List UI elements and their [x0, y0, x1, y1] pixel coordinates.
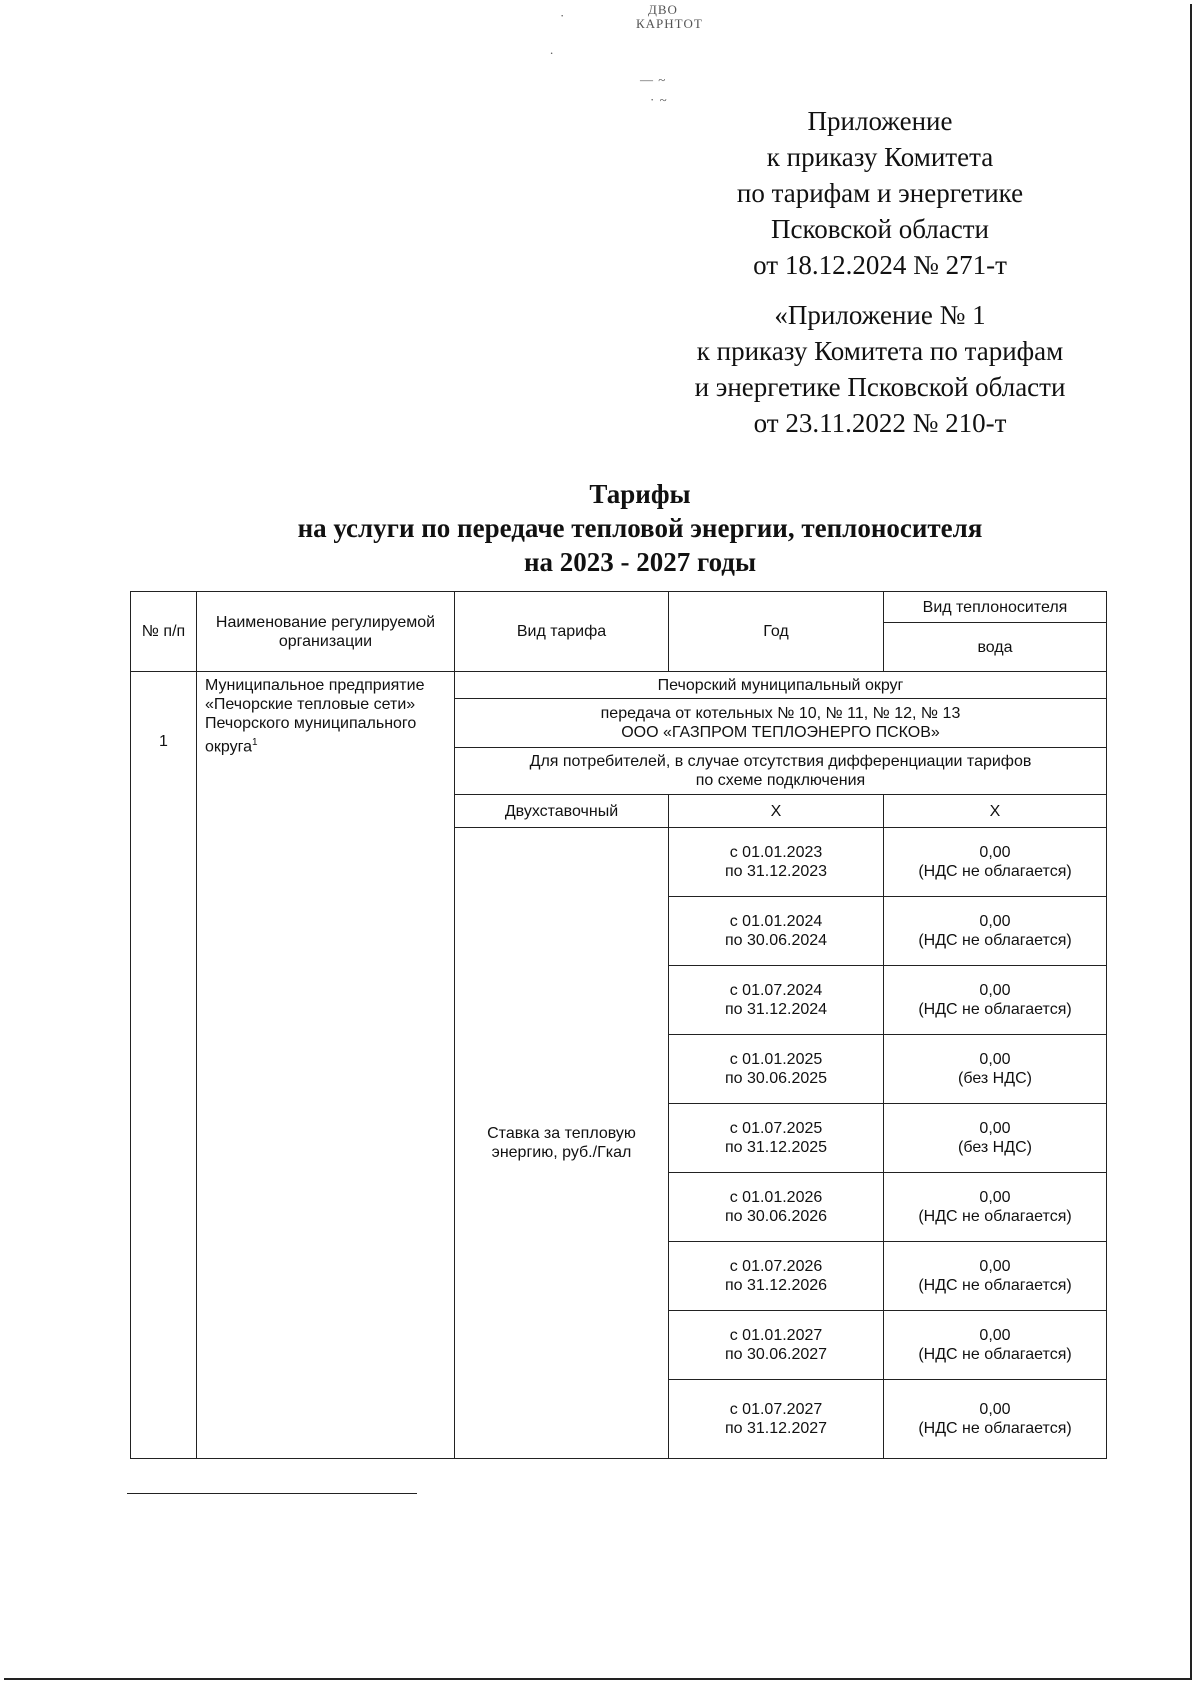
tariff-value-cell — [884, 1380, 1107, 1459]
header-carrier: вода — [884, 623, 1107, 672]
vat-note: (без НДС) — [958, 1139, 1032, 1156]
footnote-separator — [127, 1493, 417, 1494]
header-carrier-group: Вид теплоносителя — [884, 592, 1107, 623]
stamp-dot: · — [560, 8, 566, 23]
tariff-value-cell — [884, 1242, 1107, 1311]
organization-name: Муниципальное предприятие «Печорские тепловые сети» Печорского муниципального округа — [205, 677, 425, 756]
header-tariff-type: Вид тарифа — [455, 592, 669, 672]
vat-note: (НДС не облагается) — [918, 1277, 1072, 1294]
tariff-value-cell — [884, 1104, 1107, 1173]
period-to: по 30.06.2027 — [724, 1346, 828, 1363]
table-row — [131, 672, 1107, 699]
period-to: по 30.06.2024 — [724, 932, 828, 949]
tariff-table — [130, 591, 1107, 1459]
tariff-value: 0,00 — [979, 1120, 1011, 1137]
period-cell — [669, 1311, 884, 1380]
tariff-value: 0,00 — [979, 1051, 1011, 1068]
period-to: по 31.12.2023 — [724, 863, 828, 880]
period-to: по 31.12.2027 — [724, 1420, 828, 1437]
appendix-reference-line: от 23.11.2022 № 210-т — [753, 408, 1007, 438]
period-from: с 01.01.2025 — [729, 1051, 823, 1068]
header-org: Наименование регулируемой организации — [197, 592, 455, 672]
table-header-row — [131, 592, 1107, 623]
stamp-line-1: ДВО — [648, 2, 678, 17]
period-cell — [669, 828, 884, 897]
tariff-value: 0,00 — [979, 982, 1011, 999]
period-cell — [669, 1104, 884, 1173]
stamp-stroke: — ~ — [640, 72, 667, 87]
period-to: по 30.06.2025 — [724, 1070, 828, 1087]
consumers-line-1: Для потребителей, в случае отсутствия дифференциации тарифов — [529, 753, 1032, 770]
period-cell — [669, 1242, 884, 1311]
vat-note: (без НДС) — [958, 1070, 1032, 1087]
document-title — [150, 477, 1130, 579]
period-to: по 30.06.2026 — [724, 1208, 828, 1225]
organization-cell — [197, 672, 455, 1459]
vat-note: (НДС не облагается) — [918, 932, 1072, 949]
appendix-reference-line: к приказу Комитета по тарифам — [696, 336, 1064, 366]
period-from: с 01.01.2026 — [729, 1189, 823, 1206]
period-cell — [669, 897, 884, 966]
tariff-value: 0,00 — [979, 1189, 1011, 1206]
vat-note: (НДС не облагается) — [918, 1420, 1072, 1437]
header-year: Год — [669, 592, 884, 672]
vat-note: (НДС не облагается) — [918, 1208, 1072, 1225]
period-from: с 01.01.2024 — [729, 913, 823, 930]
two-part-year-cell: X — [669, 795, 884, 828]
appendix-header-line: Псковской области — [770, 214, 989, 244]
appendix-header — [700, 103, 1060, 283]
title-line-3: на 2023 - 2027 годы — [523, 547, 757, 577]
tariff-value: 0,00 — [979, 913, 1011, 930]
title-line-2: на услуги по передаче тепловой энергии, теплоносителя — [297, 513, 983, 543]
period-from: с 01.07.2025 — [729, 1120, 823, 1137]
tariff-value-cell — [884, 1173, 1107, 1242]
appendix-header-line: по тарифам и энергетике — [736, 178, 1024, 208]
tariff-value: 0,00 — [979, 844, 1011, 861]
period-cell — [669, 1173, 884, 1242]
tariff-value-cell — [884, 1311, 1107, 1380]
appendix-reference-line: и энергетике Псковской области — [694, 372, 1066, 402]
tariff-value: 0,00 — [979, 1258, 1011, 1275]
transfer-line-1: передача от котельных № 10, № 11, № 12, № 13 — [600, 705, 961, 722]
appendix-reference — [650, 297, 1110, 441]
appendix-header-line: от 18.12.2024 № 271-т — [753, 250, 1007, 280]
consumers-line-2: по схеме подключения — [695, 772, 866, 789]
tariff-value-cell — [884, 966, 1107, 1035]
period-cell — [669, 1380, 884, 1459]
stamp-line-2: КАРНТОТ — [636, 16, 703, 31]
row-number: 1 — [131, 672, 197, 1459]
period-from: с 01.07.2026 — [729, 1258, 823, 1275]
tariff-value-cell — [884, 828, 1107, 897]
vat-note: (НДС не облагается) — [918, 863, 1072, 880]
consumers-cell — [455, 748, 1107, 795]
appendix-header-line: Приложение — [807, 106, 953, 136]
period-to: по 31.12.2024 — [724, 1001, 828, 1018]
tariff-value: 0,00 — [979, 1401, 1011, 1418]
stamp-stroke: · ~ — [650, 92, 668, 107]
period-cell — [669, 966, 884, 1035]
tariff-value-cell — [884, 897, 1107, 966]
tariff-value: 0,00 — [979, 1327, 1011, 1344]
header-num: № п/п — [131, 592, 197, 672]
two-part-cell: Двухставочный — [455, 795, 669, 828]
period-from: с 01.07.2024 — [729, 982, 823, 999]
transfer-cell — [455, 699, 1107, 748]
stamp-dot: . — [550, 42, 555, 57]
two-part-value-cell: X — [884, 795, 1107, 828]
rate-label-cell: Ставка за тепловую энергию, руб./Гкал — [455, 828, 669, 1459]
period-to: по 31.12.2025 — [724, 1139, 828, 1156]
footnote-mark: 1 — [252, 737, 258, 748]
transfer-line-2: ООО «ГАЗПРОМ ТЕПЛОЭНЕРГО ПСКОВ» — [621, 724, 940, 741]
vat-note: (НДС не облагается) — [918, 1346, 1072, 1363]
district-cell: Печорский муниципальный округ — [455, 672, 1107, 699]
period-from: с 01.01.2027 — [729, 1327, 823, 1344]
period-to: по 31.12.2026 — [724, 1277, 828, 1294]
period-cell — [669, 1035, 884, 1104]
period-from: с 01.07.2027 — [729, 1401, 823, 1418]
tariff-value-cell — [884, 1035, 1107, 1104]
appendix-header-line: к приказу Комитета — [766, 142, 994, 172]
vat-note: (НДС не облагается) — [918, 1001, 1072, 1018]
period-from: с 01.01.2023 — [729, 844, 823, 861]
appendix-reference-line: «Приложение № 1 — [774, 300, 986, 330]
title-line-1: Тарифы — [589, 479, 691, 509]
